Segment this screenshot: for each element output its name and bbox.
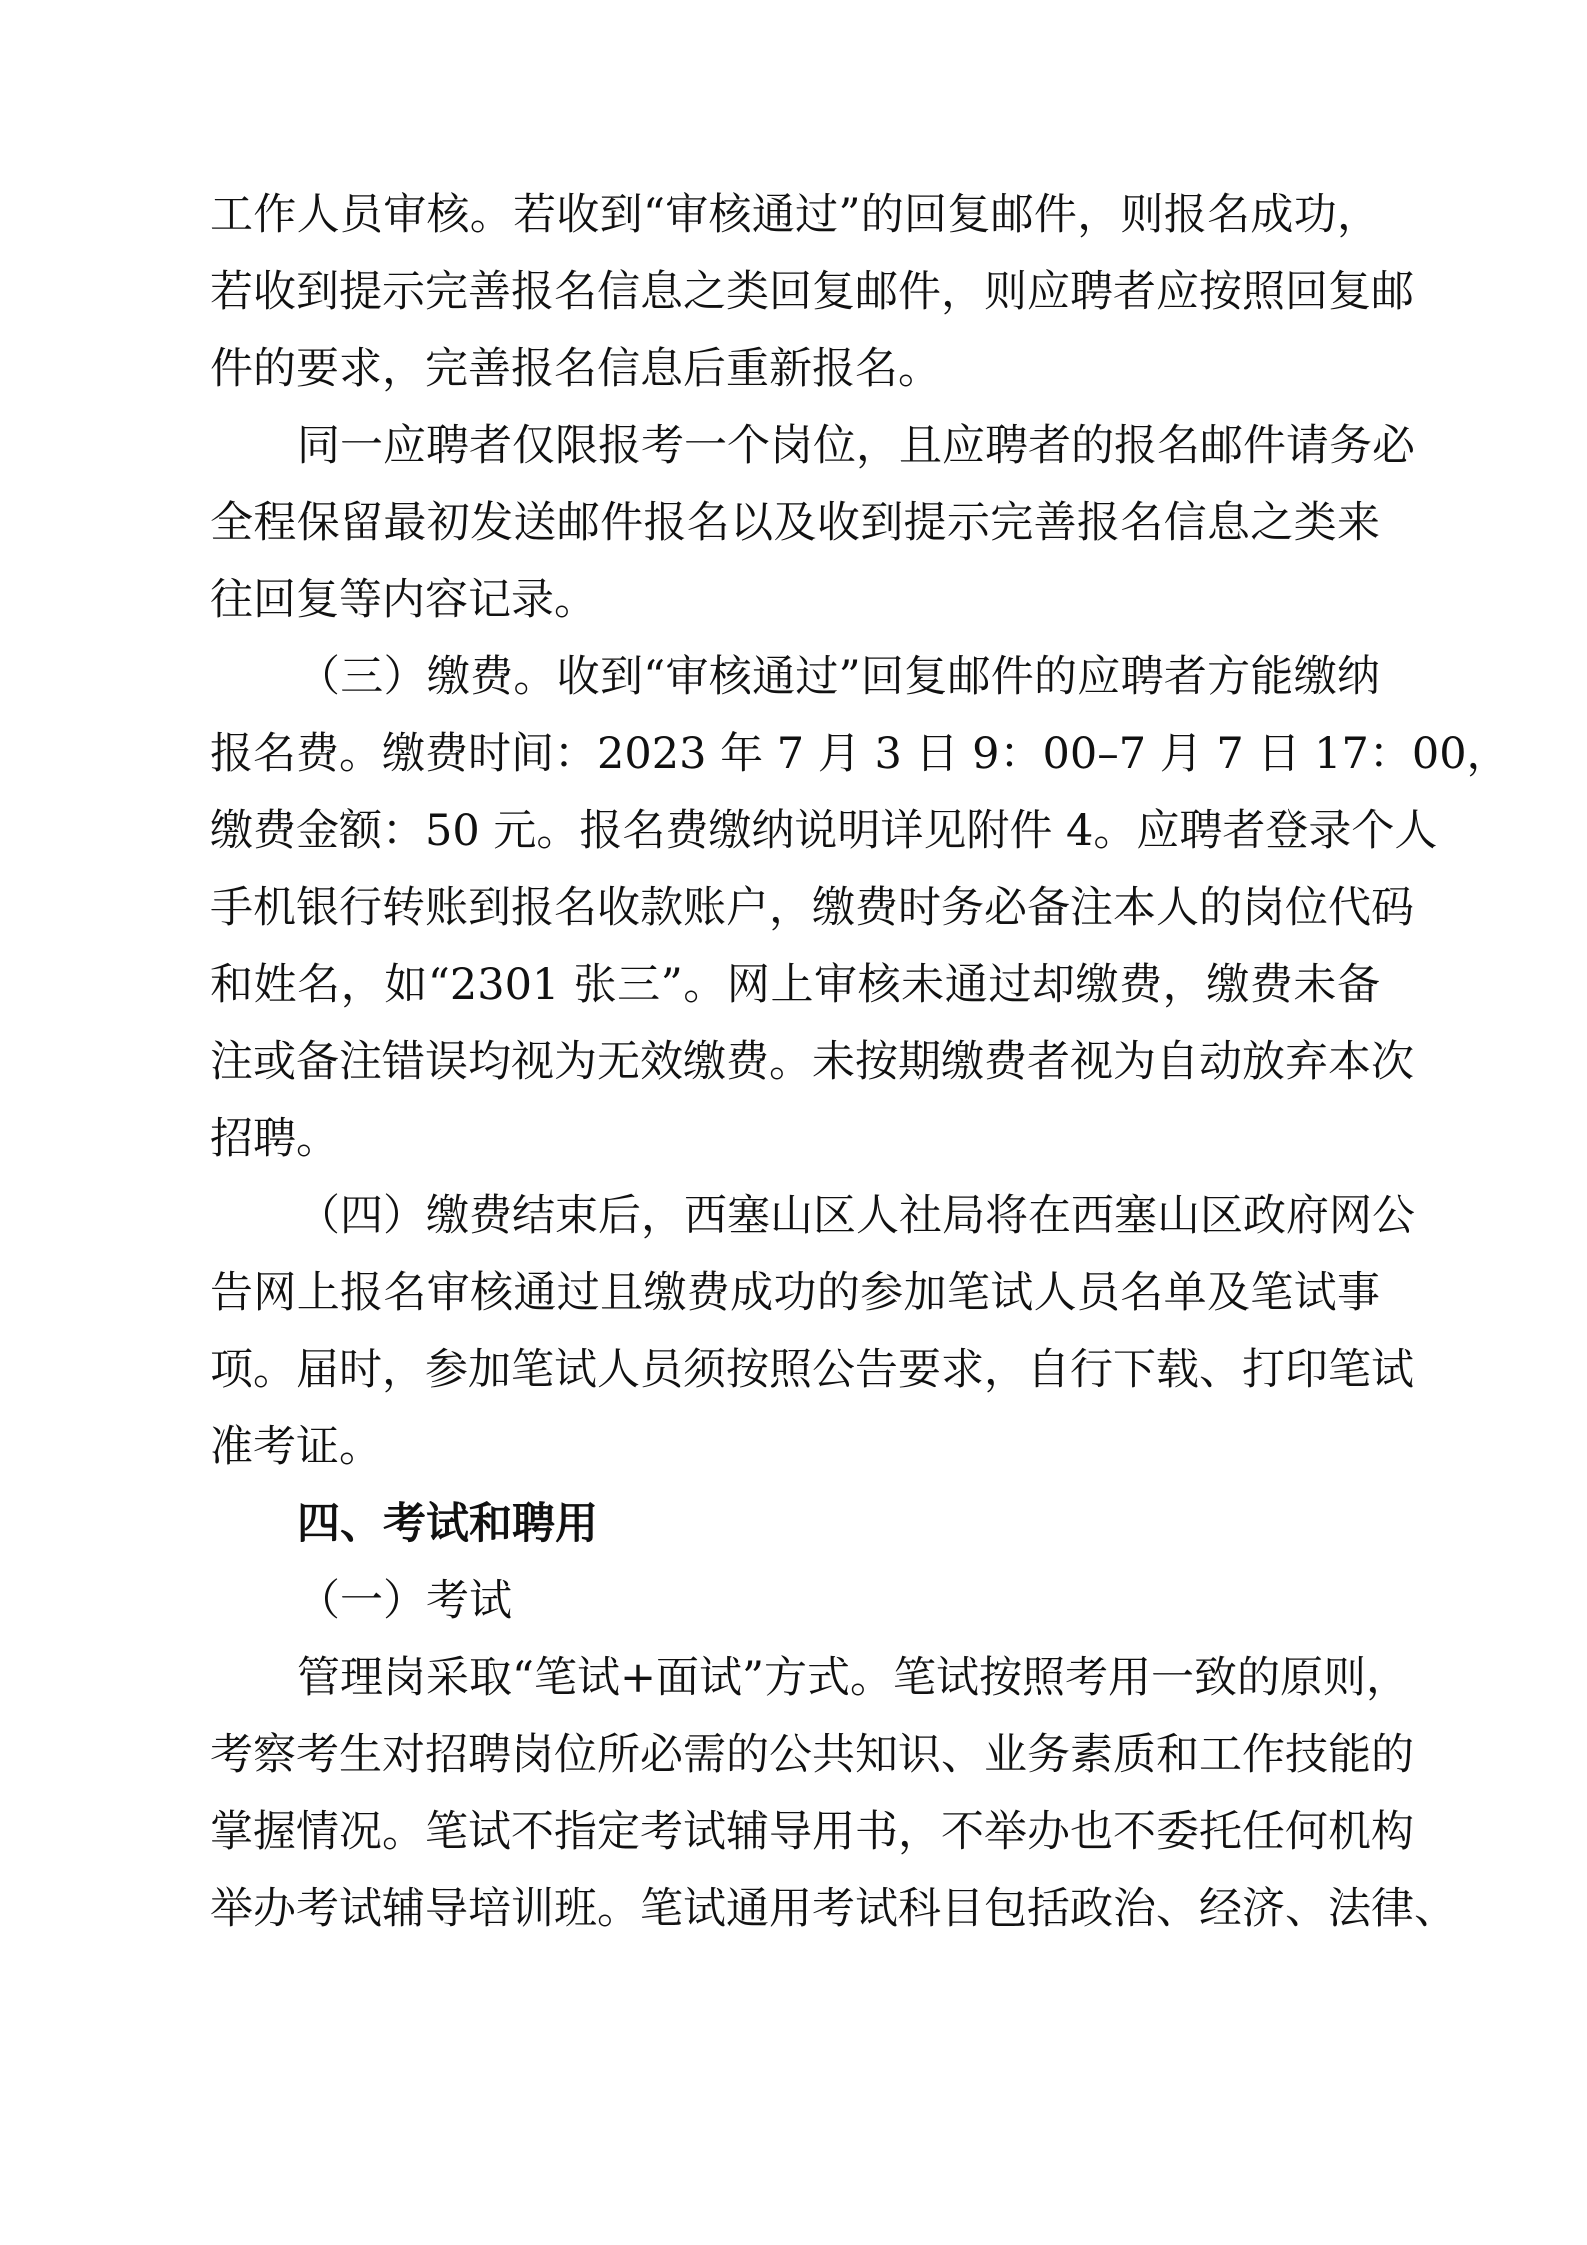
paragraph-line: 考察考生对招聘岗位所必需的公共知识、业务素质和工作技能的	[210, 1730, 1414, 1780]
paragraph-line: （四）缴费结束后，西塞山区人社局将在西塞山区政府网公	[297, 1191, 1415, 1241]
subsection-heading: （一）考试	[297, 1576, 512, 1626]
paragraph-line: 全程保留最初发送邮件报名以及收到提示完善报名信息之类来	[210, 498, 1380, 548]
paragraph-line: 若收到提示完善报名信息之类回复邮件，则应聘者应按照回复邮	[210, 267, 1414, 317]
paragraph-line: 项。届时，参加笔试人员须按照公告要求，自行下载、打印笔试	[210, 1345, 1414, 1395]
paragraph-line: 注或备注错误均视为无效缴费。未按期缴费者视为自动放弃本次	[210, 1037, 1414, 1087]
paragraph-line: 件的要求，完善报名信息后重新报名。	[210, 344, 941, 394]
paragraph-line: 和姓名，如“2301 张三”。网上审核未通过却缴费，缴费未备	[210, 960, 1380, 1010]
paragraph-line: 手机银行转账到报名收款账户，缴费时务必备注本人的岗位代码	[210, 883, 1414, 933]
paragraph-line: 同一应聘者仅限报考一个岗位，且应聘者的报名邮件请务必	[297, 421, 1415, 471]
paragraph-line: 管理岗采取“笔试+面试”方式。笔试按照考用一致的原则，	[297, 1653, 1409, 1703]
paragraph-line: 招聘。	[210, 1114, 339, 1164]
paragraph-line: 工作人员审核。若收到“审核通过”的回复邮件，则报名成功，	[210, 190, 1380, 240]
paragraph-line: 准考证。	[210, 1422, 382, 1472]
paragraph-line: 举办考试辅导培训班。笔试通用考试科目包括政治、经济、法律、	[210, 1884, 1457, 1934]
paragraph-line: 报名费。缴费时间：2023 年 7 月 3 日 9：00–7 月 7 日 17：00，	[210, 729, 1510, 779]
paragraph-line: 告网上报名审核通过且缴费成功的参加笔试人员名单及笔试事	[210, 1268, 1380, 1318]
section-heading: 四、考试和聘用	[297, 1499, 598, 1549]
paragraph-line: 掌握情况。笔试不指定考试辅导用书，不举办也不委托任何机构	[210, 1807, 1414, 1857]
paragraph-line: 往回复等内容记录。	[210, 575, 597, 625]
paragraph-line: （三）缴费。收到“审核通过”回复邮件的应聘者方能缴纳	[297, 652, 1380, 702]
paragraph-line: 缴费金额：50 元。报名费缴纳说明详见附件 4。应聘者登录个人	[210, 806, 1438, 856]
